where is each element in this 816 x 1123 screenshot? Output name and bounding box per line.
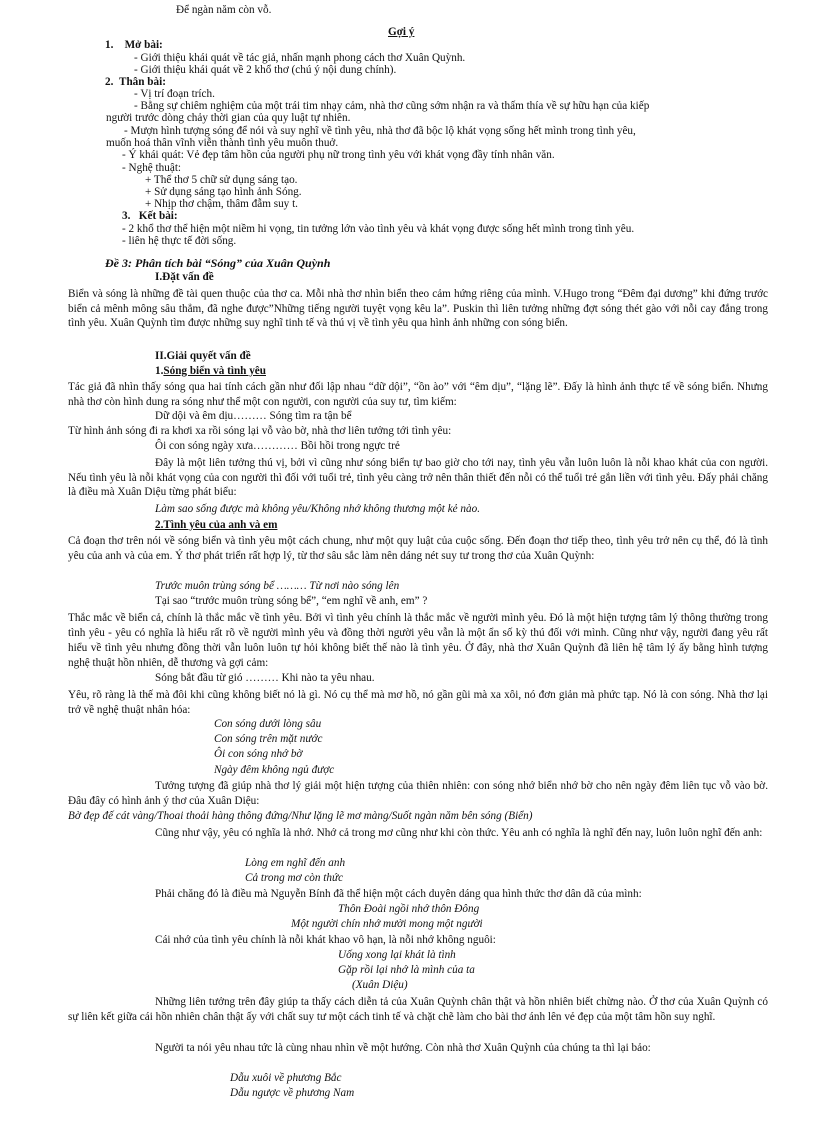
poem-line: Ôi con sóng nhớ bờ <box>214 748 303 760</box>
mo-bai-item: - Giới thiệu khái quát về 2 khổ thơ (chú ý nội dung chính). <box>134 64 397 76</box>
poem-line: Một người chín nhớ mười mong một người <box>291 918 483 930</box>
poem-line: Lòng em nghĩ đến anh <box>245 857 346 869</box>
quote-1: Dữ dội và êm dịu……… Sóng tìm ra tận bể <box>155 410 352 422</box>
poem-line: Dẫu ngược về phương Nam <box>230 1087 355 1099</box>
section-1-num: 1. <box>155 365 164 377</box>
paragraph-12: Người ta nói yêu nhau tức là cùng nhau nhìn về một hướng. Còn nhà thơ Xuân Quỳnh của chúng ta thì lại bảo: <box>155 1042 651 1054</box>
ket-bai-item: - liên hệ thực tế đời sống. <box>122 235 237 247</box>
than-bai-item: + Nhịp thơ chậm, thâm đẫm suy t. <box>145 198 298 210</box>
paragraph-7: Tưởng tượng đã giúp nhà thơ lý giải một hiện tượng của thiên nhiên: con sóng nhớ biển nhớ bờ cho nên ngày đêm liên tục vỗ vào bờ. Đâu đây có hình ảnh ý thơ của Xuân Diệu: <box>68 780 768 807</box>
mo-bai-num: 1. <box>105 39 114 51</box>
than-bai-item: + Thể thơ 5 chữ sử dụng sáng tạo. <box>145 174 298 186</box>
poem-line: Thôn Đoài ngồi nhớ thôn Đông <box>338 903 480 915</box>
intro-paragraph: Biển và sóng là những đề tài quen thuộc của thơ ca. Mỗi nhà thơ nhìn biển theo cảm hứng riêng của mình. V.Hugo trong “Đêm đại dương” khi đứng trước biển cả mênh mông sâu thẳm, đã nghe được”Những tiếng người tuyệt vọng kêu la”. Puskin thì liên tưởng những đợt sóng thét gào với nỗi cay đắng trong tình yêu. Xuân Quỳnh tìm được những suy nghĩ tinh tế và thú vị về tình yêu qua hình ảnh những con sóng biển. <box>68 288 768 329</box>
poem-attribution: (Xuân Diệu) <box>352 979 408 991</box>
than-bai-item: - Mượn hình tượng sóng để nói và suy nghĩ về tình yêu, nhà thơ đã bộc lộ khát vọng sống hết mình trong tình yêu, <box>124 125 636 137</box>
section-1-title: Sóng biển và tình yêu <box>163 365 266 377</box>
than-bai-item: - Nghệ thuật: <box>122 162 182 174</box>
quote-5: Tại sao “trước muôn trùng sóng bể”, “em nghĩ về anh, em” ? <box>155 595 428 607</box>
quote-3: Làm sao sống được mà không yêu/Không nhớ không thương một kẻ nào. <box>155 503 481 515</box>
dat-van-de-heading: I.Đặt vấn đề <box>155 271 214 283</box>
poem-line-top: Để ngàn năm còn vỗ. <box>176 4 272 16</box>
paragraph-9: Phải chăng đó là điều mà Nguyễn Bính đã thể hiện một cách duyên dáng qua hình thức thơ dân dã của mình: <box>155 888 642 900</box>
paragraph-5: Thắc mắc về biển cả, chính là thắc mắc về tình yêu. Bởi vì tình yêu chính là thắc mắc về người mình yêu. Đó là một hiện tượng tâm lý thông thường trong tình yêu - yêu có nghĩa là hiểu rất rõ về người mình yêu và đồng thời người yêu vẫn là một ẩn số kỳ thú đối với mình. Cũng như vậy, người đang yêu rất hiểu về tình yêu nhưng đồng thời vẫn luôn luôn tự hỏi không biết thế nào là tình yêu. Ở đây, nhà thơ Xuân Quỳnh đã liên hệ tâm lý ấy bằng hình tượng nghệ thuật hồn nhiên, dễ thương và gợi cảm: <box>68 612 768 669</box>
poem-line: Uống xong lại khát là tình <box>338 949 456 961</box>
mo-bai-title: Mở bài: <box>124 39 163 51</box>
essay-title: Đề 3: Phân tích bài “Sóng” của Xuân Quỳnh <box>105 256 331 270</box>
poem-line: Con sóng dưới lòng sâu <box>214 718 322 730</box>
than-bai-item: - Bằng sự chiêm nghiệm của một trái tim nhạy cảm, nhà thơ cũng sớm nhận ra và thấm thía về sự hữu hạn của kiếp <box>134 100 650 112</box>
than-bai-item: + Sử dụng sáng tạo hình ảnh Sóng. <box>145 186 302 198</box>
mo-bai-heading <box>105 39 163 52</box>
ket-bai-title: Kết bài: <box>138 210 178 222</box>
quote-7: Bờ đẹp đế cát vàng/Thoai thoải hàng thông đứng/Như lặng lẽ mơ màng/Suốt ngàn năm bên sóng (Biển) <box>68 810 533 822</box>
than-bai-item: - Vị trí đoạn trích. <box>134 88 215 100</box>
section-2-heading: 2.Tình yêu của anh và em <box>155 519 278 531</box>
than-bai-num: 2. <box>105 76 114 88</box>
than-bai-title: Thân bài: <box>118 76 166 88</box>
paragraph-2: Từ hình ảnh sóng đi ra khơi xa rồi sóng lại vỗ vào bờ, nhà thơ liên tưởng tới tình yêu: <box>68 425 452 437</box>
ket-bai-item: - 2 khổ thơ thể hiện một niềm hi vọng, tin tưởng lớn vào tình yêu và khát vọng được sống hết mình trong tình yêu. <box>122 223 635 235</box>
giai-quyet-heading: II.Giải quyết vấn đề <box>155 350 251 362</box>
paragraph-3: Đây là một liên tưởng thú vị, bởi vì cũng như sóng biển tự bao giờ cho tới nay, tình yêu vẫn luôn luôn là nỗi khao khát của con người. Nếu tình yêu là nỗi khát vọng của con người thì đối với tuổi trẻ, tình yêu càng trở nên thân thiết đến nỗi có thể tuổi trẻ gắn liền với tình yêu. Đấy phải chăng là điều mà Xuân Diệu từng phát biểu: <box>68 457 768 498</box>
paragraph-1: Tác giả đã nhìn thấy sóng qua hai tính cách gần như đối lập nhau “dữ dội”, “ồn ào” với “êm dịu”, “lặng lẽ”. Đấy là hình ảnh thực tế về sóng biển. Nhưng nhà thơ còn hình dung ra sóng như thể một con người, con người của suy tư, tìm kiếm: <box>68 381 768 408</box>
paragraph-11: Những liên tưởng trên đây giúp ta thấy cách diễn tả của Xuân Quỳnh chân thật và hồn nhiên biết chừng nào. Ở thơ của Xuân Quỳnh có sự liên kết giữa cái hồn nhiên chân thật ấy với chất suy tư một cách tinh tế và chặt chẽ làm cho bài thơ ánh lên vẻ đẹp của một tâm hồn suy nghĩ. <box>68 996 768 1023</box>
hint-title: Gợi ý <box>388 26 415 38</box>
paragraph-6: Yêu, rõ ràng là thế mà đôi khi cũng không biết nó là gì. Nó cụ thể mà mơ hồ, nó gần gũi mà xa xôi, nó đơn giản mà phức tạp. Nó là con sóng. Nhà thơ lại trở về nghệ thuật nhân hóa: <box>68 689 768 716</box>
mo-bai-item: - Giới thiệu khái quát về tác giả, nhấn mạnh phong cách thơ Xuân Quỳnh. <box>134 52 466 64</box>
section-1-heading <box>155 365 266 378</box>
ket-bai-num: 3. <box>122 210 131 222</box>
than-bai-item: - Ý khái quát: Vẻ đẹp tâm hồn của người phụ nữ trong tình yêu với khát vọng đầy tính nhân văn. <box>122 149 555 161</box>
paragraph-4: Cả đoạn thơ trên nói về sóng biển và tình yêu một cách chung, như một quy luật của cuộc sống. Đến đoạn thơ tiếp theo, tình yêu trở nên cụ thể, đó là tình yêu của anh và của em. Ý thơ phát triển rất hợp lý, từ thơ sâu sắc làm nên dáng nét suy tư trong thơ của Xuân Quỳnh: <box>68 535 768 562</box>
poem-line: Cả trong mơ còn thức <box>245 872 344 884</box>
ket-bai-heading <box>122 210 178 223</box>
poem-line: Gặp rồi lại nhớ là mình của ta <box>338 964 475 976</box>
poem-line: Ngày đêm không ngủ được <box>214 764 335 776</box>
paragraph-10: Cái nhớ của tình yêu chính là nỗi khát khao vô hạn, là nỗi nhớ không nguôi: <box>155 934 496 946</box>
than-bai-item: người trước dòng chảy thời gian của quy luật tự nhiên. <box>106 112 351 124</box>
than-bai-item: muốn hoá thân vĩnh viễn thành tình yêu muôn thuở. <box>106 137 339 149</box>
poem-line: Dẫu xuôi về phương Bắc <box>230 1072 342 1084</box>
quote-6: Sóng bắt đầu từ gió ……… Khi nào ta yêu nhau. <box>155 672 375 684</box>
quote-4: Trước muôn trùng sóng bể ……… Từ nơi nào sóng lên <box>155 580 400 592</box>
poem-line: Con sóng trên mặt nước <box>214 733 323 745</box>
paragraph-8: Cũng như vậy, yêu có nghĩa là nhớ. Nhớ cả trong mơ cũng như khi còn thức. Yêu anh có nghĩa là nghĩ đến nay, luôn luôn nghĩ đến anh: <box>155 827 763 839</box>
quote-2: Ôi con sóng ngày xưa………… Bồi hồi trong ngực trẻ <box>155 440 400 452</box>
